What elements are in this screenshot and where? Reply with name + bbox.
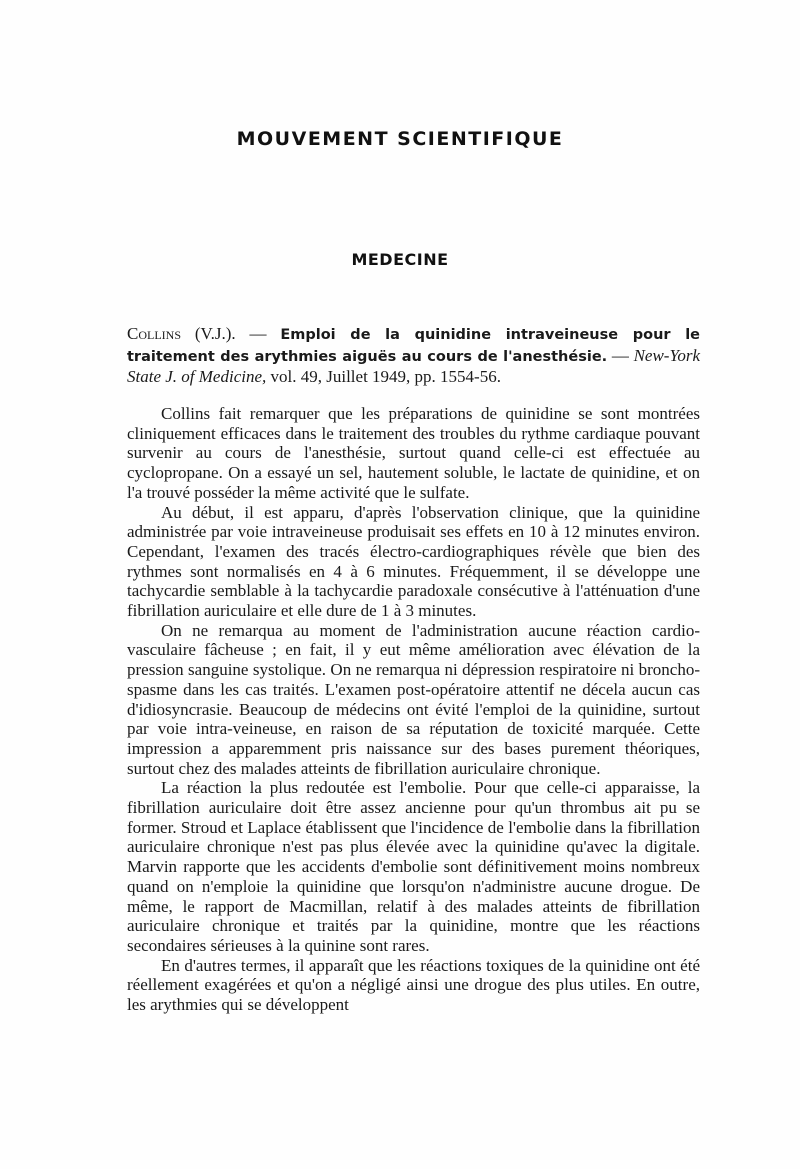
reference-details: vol. 49, Juillet 1949, pp. 1554-56.	[266, 367, 501, 386]
reference-dash-2: —	[607, 345, 634, 365]
subsection-title: MEDECINE	[351, 250, 449, 269]
reference-author: Collins (V.J.).	[127, 324, 236, 343]
reference-title: Emploi de la quinidine intraveineuse pour le traitement des arythmies aiguës au cours de l'anesthésie.	[127, 327, 700, 365]
reference-dash-1: —	[235, 324, 281, 343]
section-title: MOUVEMENT SCIENTIFIQUE	[236, 128, 564, 150]
body-paragraph: La réaction la plus redoutée est l'embolie. Pour que celle-ci apparaisse, la fibrillation auriculaire doit être assez ancienne pour qu'un thrombus ait pu se former. Stroud et Laplace établissent que l'incidence de l'embolie dans la fibrillation auriculaire chronique n'est pas plus élevée avec la quinidine qu'avec la digitale. Marvin rapporte que les accidents d'embolie sont définitivement moins nombreux quand on n'emploie la quinidine que lorsqu'on n'administre aucune drogue. De même, le rapport de Macmillan, relatif à des malades atteints de fibrillation auriculaire chronique et traités par la quinidine, montre que les réactions secondaires sérieuses à la quinine sont rares.	[127, 778, 700, 955]
article-reference	[127, 324, 700, 388]
body-paragraph: Au début, il est apparu, d'après l'observation clinique, que la quinidine administrée par voie intraveineuse produisait ses effets en 10 à 12 minutes environ. Cependant, l'examen des tracés électro-cardiographiques révèle que bien des rythmes sont normalisés en 4 à 6 minutes. Fréquemment, il se développe une tachycardie semblable à la tachycardie paradoxale consécutive à l'atténuation d'une fibrillation auriculaire et elle dure de 1 à 3 minutes.	[127, 502, 700, 621]
body-paragraph: En d'autres termes, il apparaît que les réactions toxiques de la quinidine ont été réellement exagérées et qu'on a négligé ainsi une drogue des plus utiles. En outre, les arythmies qui se développent	[127, 955, 700, 1015]
body-paragraph: Collins fait remarquer que les préparations de quinidine se sont montrées cliniquement efficaces dans le traitement des troubles du rythme cardiaque pouvant survenir au cours de l'anesthésie, surtout quand celle-ci est effectuée au cyclopropane. On a essayé un sel, hautement soluble, le lactate de quinidine, et on l'a trouvé posséder la même activité que le sulfate.	[127, 404, 700, 502]
reference-journal: New-York State J. of Medicine,	[127, 345, 701, 386]
article-body	[127, 404, 700, 1015]
body-paragraph: On ne remarqua au moment de l'administration aucune réaction cardio-vasculaire fâcheuse ; en fait, il y eut même amélioration avec élévation de la pression sanguine systolique. On ne remarqua ni dépression respiratoire ni broncho-spasme dans les cas traités. L'examen post-opératoire attentif ne décela aucun cas d'idiosyncrasie. Beaucoup de médecins ont évité l'emploi de la quinidine, surtout par voie intra-veineuse, en raison de sa réputation de toxicité marquée. Cette impression a apparemment pris naissance sur des bases purement théoriques, surtout chez des malades atteints de fibrillation auriculaire chronique.	[127, 620, 700, 778]
